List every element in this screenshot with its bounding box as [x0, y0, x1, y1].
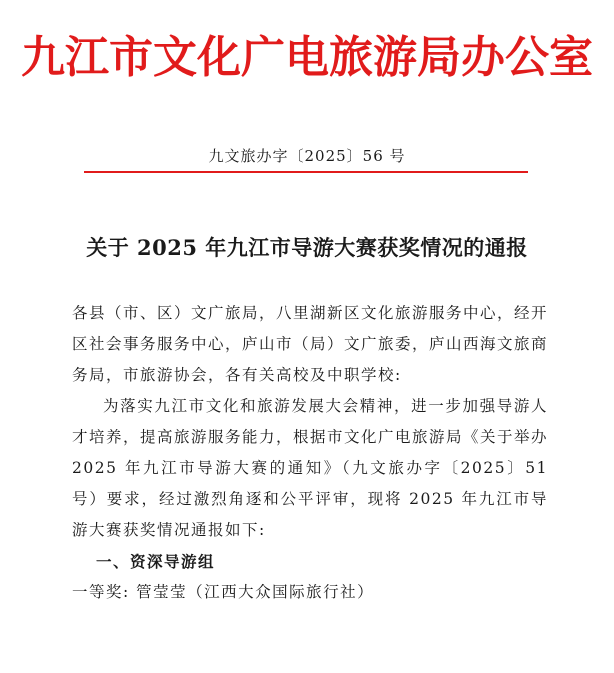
addressee-paragraph: 各县（市、区）文广旅局，八里湖新区文化旅游服务中心，经开区社会事务服务中心，庐山市（局）文广旅委，庐山西海文旅商务局，市旅游协会，各有关高校及中职学校:: [72, 304, 549, 384]
body-paragraph: 为落实九江市文化和旅游发展大会精神，进一步加强导游人才培养，提高旅游服务能力，根据市文化广电旅游局《关于举办 2025 年九江市导游大赛的通知》（九文旅办字〔2025〕51 号）要求，经过激烈角逐和公平评审，现将 2025 年九江市导游大赛获奖情况通报如下:: [72, 397, 549, 539]
document-number: 九文旅办字〔2025〕56 号: [208, 147, 406, 165]
section-heading: 一、资深导游组: [96, 552, 216, 571]
red-divider-line: [84, 171, 528, 173]
document-title: 关于 2025 年九江市导游大赛获奖情况的通报: [86, 235, 528, 260]
document-body: [72, 298, 548, 608]
award-entry: 一等奖: 管莹莹（江西大众国际旅行社）: [72, 583, 375, 601]
issuing-organization-title: 九江市文化广电旅游局办公室: [21, 32, 593, 83]
